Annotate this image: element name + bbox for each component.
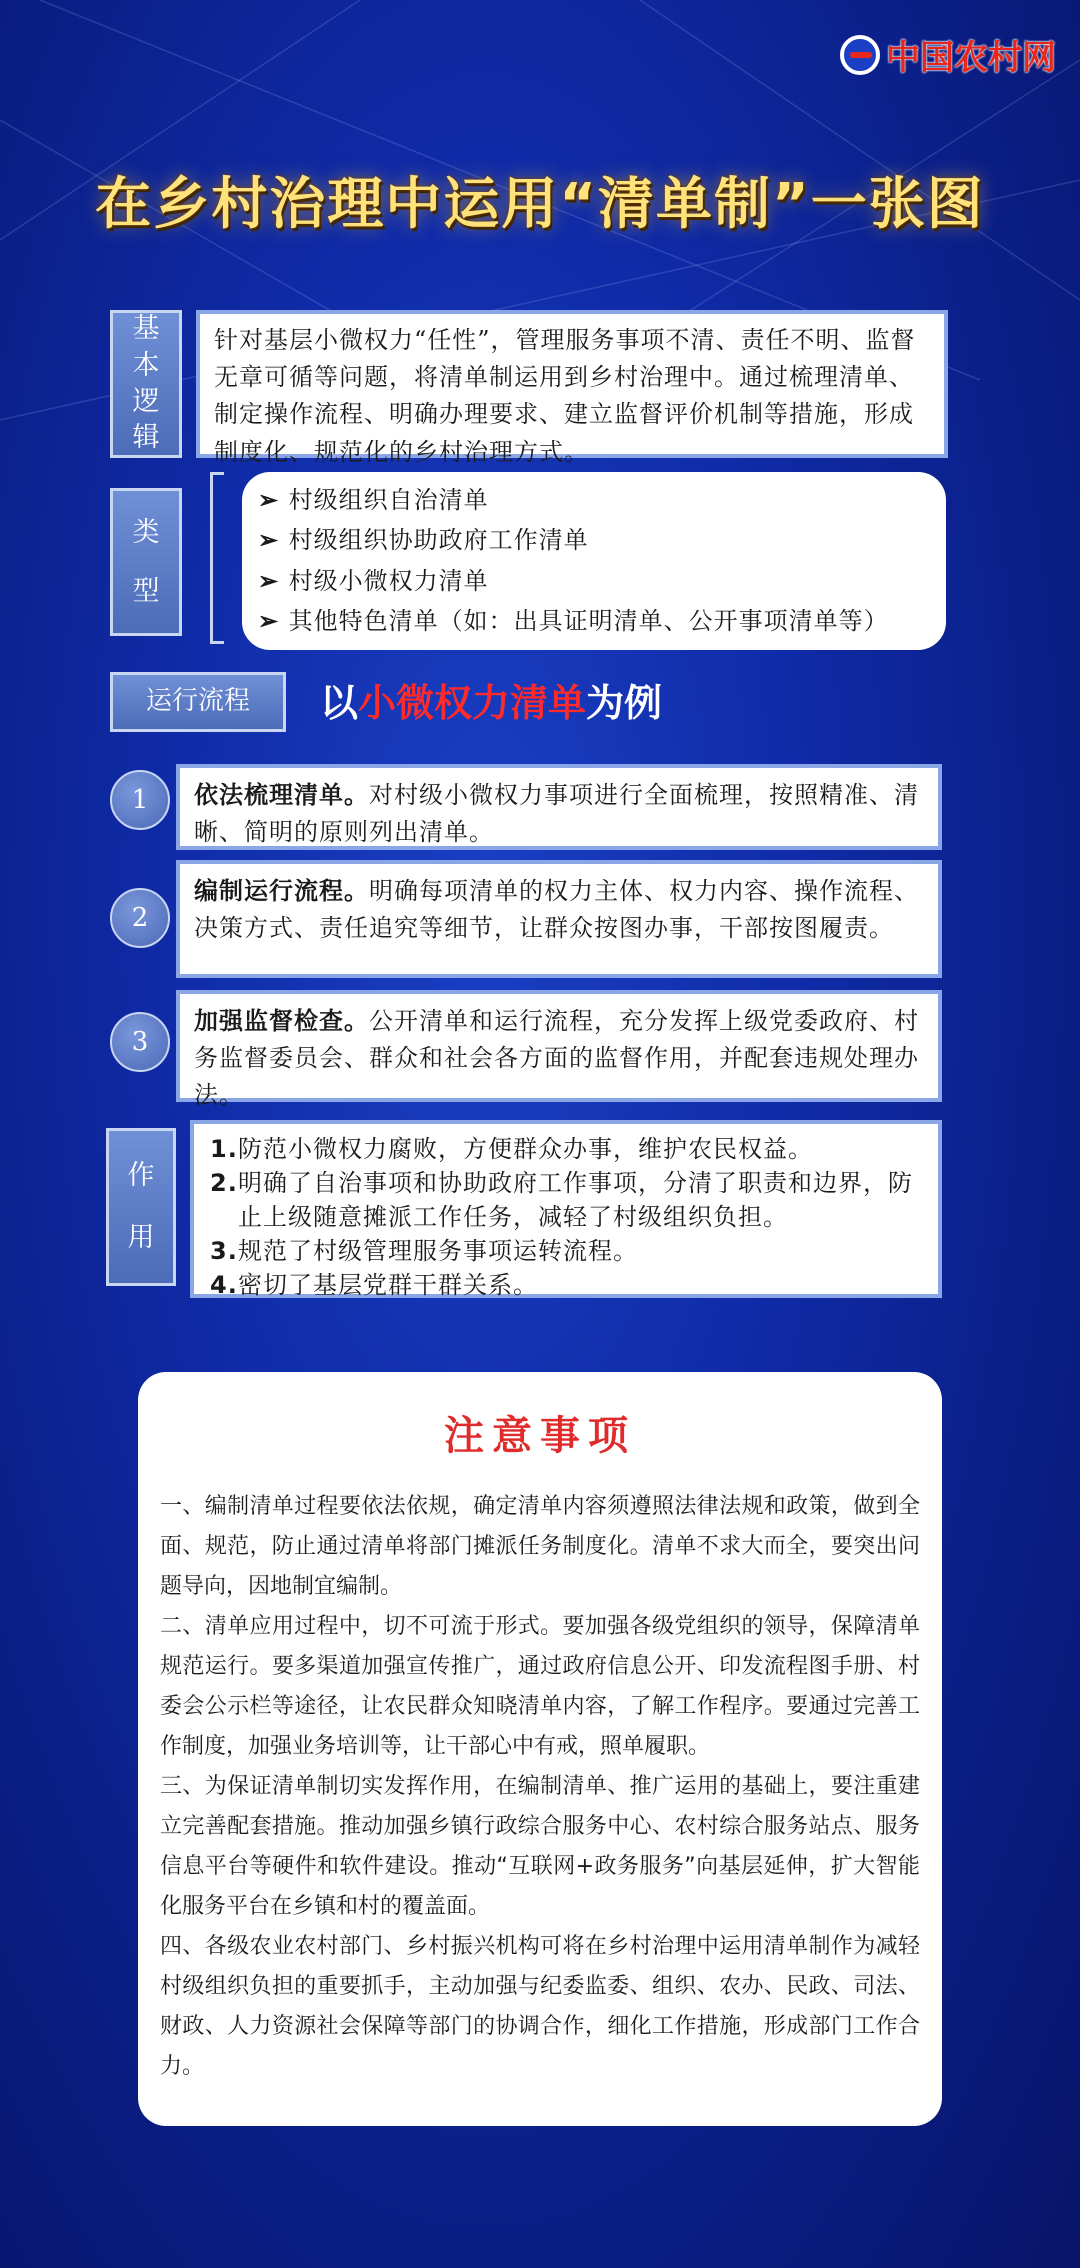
types-list (242, 472, 946, 650)
step-title: 依法梳理清单。 (194, 780, 369, 809)
step-number: 1 (131, 785, 149, 815)
effects-tag (106, 1128, 176, 1286)
step-number-badge (110, 770, 170, 830)
flow-tag-label: 运行流程 (145, 686, 250, 717)
page-title: 在乡村治理中运用“清单制”一张图 (95, 172, 985, 237)
types-bracket (210, 472, 224, 644)
types-list-item (258, 480, 930, 520)
step-number-badge (110, 1012, 170, 1072)
effects-item (210, 1268, 922, 1302)
step-number: 2 (131, 903, 149, 933)
types-list-item (258, 601, 930, 641)
step-number-badge (110, 888, 170, 948)
arrow-icon: ➢ (258, 525, 280, 555)
notice-paragraph: 二、清单应用过程中，切不可流于形式。要加强各级党组织的领导，保障清单规范运行。要多渠道加强宣传推广，通过政府信息公开、印发流程图手册、村委会公示栏等途径，让农民群众知晓清单内容，了解工作程序。要通过完善工作制度，加强业务培训等，让干部心中有戒，照单履职。 (160, 1614, 920, 1759)
notice-paragraph: 一、编制清单过程要依法依规，确定清单内容须遵照法律法规和政策，做到全面、规范，防止通过清单将部门摊派任务制度化。清单不求大而全，要突出问题导向，因地制宜编制。 (160, 1494, 920, 1599)
flow-example-heading (320, 672, 662, 727)
step-title: 编制运行流程。 (194, 876, 369, 905)
example-highlight: 小微权力清单 (358, 681, 587, 725)
types-tag-label: 类型 (132, 516, 160, 607)
effects-item-number: 4. (210, 1271, 238, 1300)
notice-paragraph: 三、为保证清单制切实发挥作用，在编制清单、推广运用的基础上，要注重建立完善配套措施。推动加强乡镇行政综合服务中心、农村综合服务站点、服务信息平台等硬件和软件建设。推动“互联网+政务服务”向基层延伸，扩大智能化服务平台在乡镇和村的覆盖面。 (160, 1774, 920, 1919)
step-box (176, 990, 942, 1110)
types-list-item (258, 561, 930, 601)
types-item-label: 村级小微权力清单 (288, 566, 489, 595)
types-item-label: 村级组织协助政府工作清单 (288, 526, 589, 555)
logic-text: 针对基层小微权力“任性”，管理服务事项不清、责任不明、监督无章可循等问题，将清单制运用到乡村治理中。通过梳理清单、制定操作流程、明确办理要求、建立监督评价机制等措施，形成制度化、规范化的乡村治理方式。 (214, 326, 916, 466)
effects-item-text: 防范小微权力腐败，方便群众办事，维护农民权益。 (238, 1135, 813, 1163)
step-text: 对村级小微权力事项进行全面梳理，按照精准、清晰、简明的原则列出清单。 (194, 781, 919, 847)
step-text: 明确每项清单的权力主体、权力内容、操作流程、决策方式、责任追究等细节，让群众按图办事，干部按图履责。 (194, 877, 919, 943)
types-list-item (258, 520, 930, 560)
example-suffix: 为例 (586, 681, 663, 725)
arrow-icon: ➢ (258, 485, 280, 514)
logic-tag (110, 310, 182, 458)
flow-tag (110, 672, 286, 732)
arrow-icon: ➢ (258, 565, 280, 595)
effects-item (210, 1166, 922, 1234)
effects-list (190, 1120, 942, 1298)
effects-item-number: 2. (210, 1169, 238, 1198)
notice-paragraph: 四、各级农业农村部门、乡村振兴机构可将在乡村治理中运用清单制作为减轻村级组织负担的重要抓手，主动加强与纪委监委、组织、农办、民政、司法、财政、人力资源社会保障等部门的协调合作，细化工作措施，形成部门工作合力。 (160, 1934, 920, 2079)
types-tag (110, 488, 182, 636)
types-item-label: 村级组织自治清单 (288, 486, 489, 514)
effects-tag-label: 作用 (127, 1159, 155, 1253)
step-number: 3 (131, 1027, 149, 1057)
notice-card (138, 1372, 942, 2126)
logic-text-box (196, 310, 948, 466)
effects-item-text: 规范了村级管理服务事项运转流程。 (238, 1237, 638, 1266)
step-box (176, 764, 942, 850)
brand-logo-text: 中国农村网 (886, 38, 1056, 78)
effects-item-number: 1. (210, 1135, 238, 1163)
effects-item-number: 3. (210, 1237, 238, 1266)
example-prefix: 以 (320, 681, 359, 725)
brand-logo-mark (840, 35, 880, 75)
effects-item-text: 密切了基层党群干群关系。 (238, 1271, 538, 1300)
effects-item (210, 1234, 922, 1268)
notice-title: 注意事项 (444, 1413, 636, 1459)
step-title: 加强监督检查。 (194, 1006, 369, 1035)
logic-tag-label: 基本逻辑 (132, 313, 160, 454)
step-text: 公开清单和运行流程，充分发挥上级党委政府、村务监督委员会、群众和社会各方面的监督作用，并配套违规处理办法。 (194, 1007, 919, 1110)
effects-item-text: 明确了自治事项和协助政府工作事项，分清了职责和边界，防止上级随意摊派工作任务，减轻了村级组织负担。 (238, 1169, 913, 1232)
arrow-icon: ➢ (258, 605, 280, 635)
brand-logo (840, 30, 1056, 79)
effects-item (210, 1132, 922, 1166)
types-item-label: 其他特色清单（如：出具证明清单、公开事项清单等） (288, 606, 889, 635)
step-box (176, 860, 942, 978)
